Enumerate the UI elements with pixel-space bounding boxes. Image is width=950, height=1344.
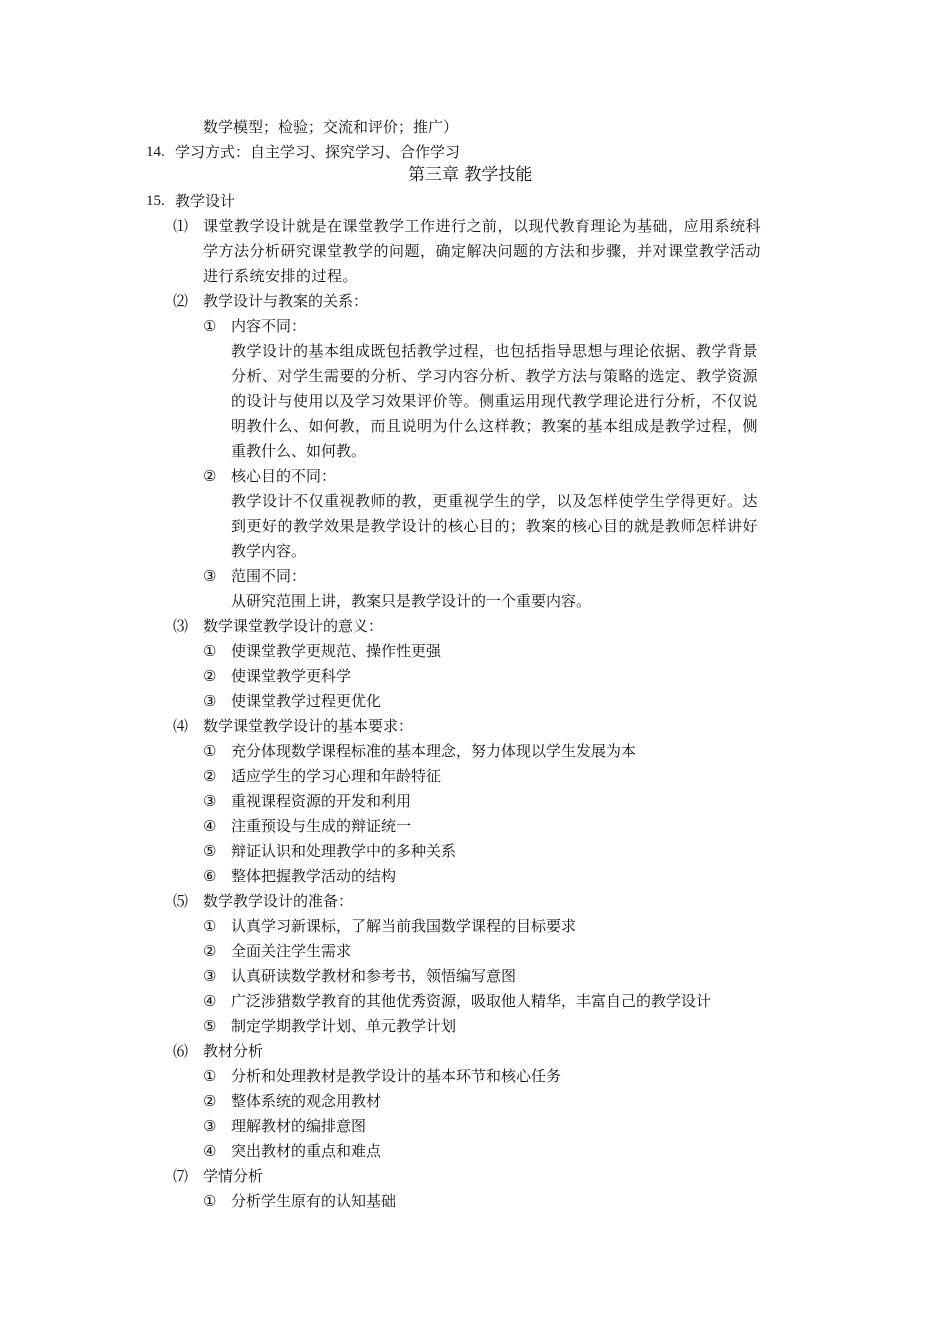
list-item: 认真研读数学教材和参考书，领悟编写意图 xyxy=(231,967,517,985)
section-2-heading: 教学设计与教案的关系： xyxy=(203,292,369,310)
list-item: 分析和处理教材是教学设计的基本环节和核心任务 xyxy=(231,1067,562,1085)
list-item: 使课堂教学更规范、操作性更强 xyxy=(231,642,442,660)
item-14-text: 学习方式：自主学习、探究学习、合作学习 xyxy=(175,143,461,161)
list-item-marker: ⑤ xyxy=(203,842,217,860)
item-14-number: 14. xyxy=(146,144,165,160)
list-item-marker: ④ xyxy=(203,992,217,1010)
list-item-marker: ④ xyxy=(203,817,217,835)
item-15-number: 15. xyxy=(146,193,165,209)
list-item-marker: ⑥ xyxy=(203,867,217,885)
section-6-marker: ⑹ xyxy=(173,1042,189,1060)
section-7-marker: ⑺ xyxy=(173,1167,189,1185)
subitem-marker: ① xyxy=(203,317,217,335)
subitem-line: 从研究范围上讲，教案只是教学设计的一个重要内容。 xyxy=(231,592,592,610)
subitem-line: 明教什么、如何教，而且说明为什么这样教；教案的基本组成是教学过程，侧 xyxy=(231,417,759,435)
list-item: 注重预设与生成的辩证统一 xyxy=(231,817,412,835)
list-item: 充分体现数学课程标准的基本理念，努力体现以学生发展为本 xyxy=(231,742,637,760)
section-5-heading: 数学教学设计的准备： xyxy=(203,892,354,910)
list-item-marker: ④ xyxy=(203,1142,217,1160)
list-item-marker: ① xyxy=(203,1067,217,1085)
list-item: 使课堂教学过程更优化 xyxy=(231,692,382,710)
list-item-marker: ③ xyxy=(203,692,217,710)
list-item-marker: ② xyxy=(203,942,217,960)
list-item: 使课堂教学更科学 xyxy=(231,667,352,685)
section-2-marker: ⑵ xyxy=(173,292,189,310)
section-1-line: 学方法分析研究课堂教学的问题，确定解决问题的方法和步骤，并对课堂教学活动 xyxy=(203,242,762,260)
section-1-line: 课堂教学设计就是在课堂教学工作进行之前，以现代教育理论为基础，应用系统科 xyxy=(203,217,762,235)
list-item: 认真学习新课标，了解当前我国数学课程的目标要求 xyxy=(231,917,577,935)
list-item: 适应学生的学习心理和年龄特征 xyxy=(231,767,442,785)
list-item-marker: ① xyxy=(203,917,217,935)
list-item-marker: ② xyxy=(203,667,217,685)
list-item: 广泛涉猎数学教育的其他优秀资源，吸取他人精华，丰富自己的教学设计 xyxy=(231,992,712,1010)
list-item: 全面关注学生需求 xyxy=(231,942,352,960)
list-item-marker: ⑤ xyxy=(203,1017,217,1035)
chapter-title: 第三章 教学技能 xyxy=(408,165,533,185)
list-item: 理解教材的编排意图 xyxy=(231,1117,367,1135)
subitem-line: 到更好的教学效果是教学设计的核心目的；教案的核心目的就是教师怎样讲好 xyxy=(231,517,759,535)
section-4-heading: 数学课堂教学设计的基本要求： xyxy=(203,717,414,735)
subitem-line: 分析、对学生需要的分析、学习内容分析、教学方法与策略的选定、教学资源 xyxy=(231,367,759,385)
list-item-marker: ③ xyxy=(203,967,217,985)
subitem-line: 教学内容。 xyxy=(231,542,307,560)
subitem-marker: ③ xyxy=(203,567,217,585)
list-item: 整体把握教学活动的结构 xyxy=(231,867,397,885)
subitem-line: 重教什么、如何教。 xyxy=(231,442,367,460)
section-5-marker: ⑸ xyxy=(173,892,189,910)
list-item-marker: ③ xyxy=(203,1117,217,1135)
section-1-marker: ⑴ xyxy=(173,217,189,235)
subitem-line: 的设计与使用以及学习效果评价等。侧重运用现代教学理论进行分析，不仅说 xyxy=(231,392,759,410)
list-item-marker: ① xyxy=(203,642,217,660)
section-7-heading: 学情分析 xyxy=(203,1167,264,1185)
list-item-marker: ① xyxy=(203,742,217,760)
list-item-marker: ③ xyxy=(203,792,217,810)
section-1-line: 进行系统安排的过程。 xyxy=(203,267,359,285)
subitem-line: 教学设计不仅重视教师的教，更重视学生的学，以及怎样使学生学得更好。达 xyxy=(231,492,759,510)
list-item: 制定学期教学计划、单元教学计划 xyxy=(231,1017,457,1035)
list-item: 突出教材的重点和难点 xyxy=(231,1142,382,1160)
list-item: 整体系统的观念用教材 xyxy=(231,1092,382,1110)
list-item: 分析学生原有的认知基础 xyxy=(231,1192,397,1210)
list-item: 重视课程资源的开发和利用 xyxy=(231,792,412,810)
section-4-marker: ⑷ xyxy=(173,717,189,735)
subitem-marker: ② xyxy=(203,467,217,485)
subitem-heading: 核心目的不同： xyxy=(231,467,337,485)
section-3-marker: ⑶ xyxy=(173,617,189,635)
item-15-text: 教学设计 xyxy=(175,192,236,210)
list-item-marker: ① xyxy=(203,1192,217,1210)
list-item-marker: ② xyxy=(203,767,217,785)
subitem-line: 教学设计的基本组成既包括教学过程，也包括指导思想与理论依据、教学背景 xyxy=(231,342,759,360)
list-item-marker: ② xyxy=(203,1092,217,1110)
section-6-heading: 教材分析 xyxy=(203,1042,264,1060)
section-3-heading: 数学课堂教学设计的意义： xyxy=(203,617,384,635)
list-item: 辩证认识和处理教学中的多种关系 xyxy=(231,842,457,860)
continuation-line: 数学模型；检验；交流和评价；推广） xyxy=(203,118,459,136)
subitem-heading: 范围不同： xyxy=(231,567,307,585)
subitem-heading: 内容不同： xyxy=(231,317,307,335)
